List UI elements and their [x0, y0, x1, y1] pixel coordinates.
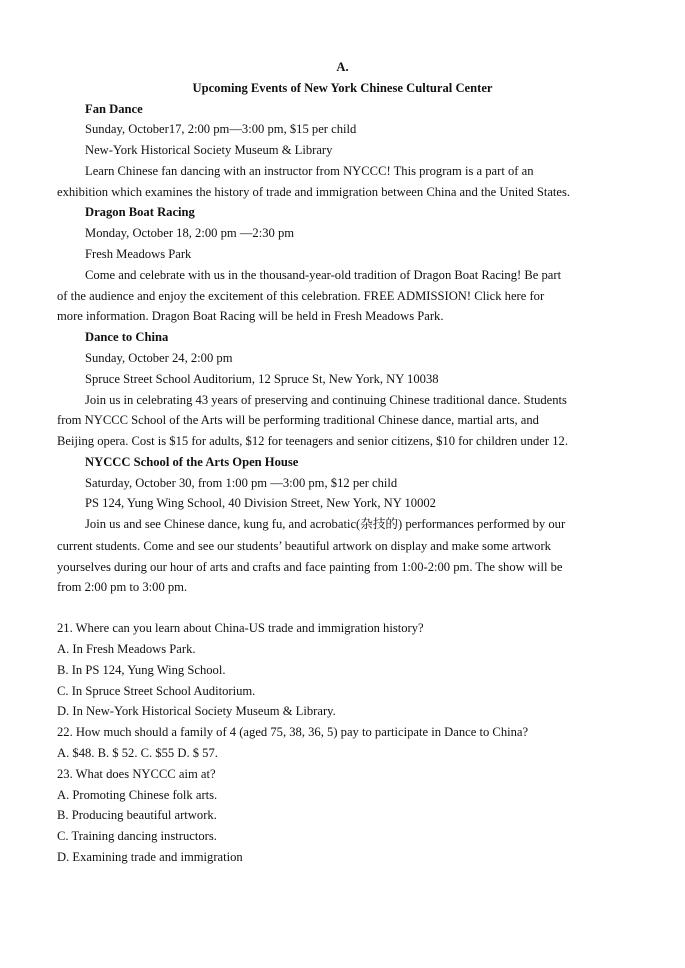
event-description-line: Beijing opera. Cost is $15 for adults, $12 for teenagers and senior citizens, $10 for children under 12.: [57, 434, 568, 448]
event-description-line: from NYCCC School of the Arts will be performing traditional Chinese dance, martial arts, and: [57, 413, 539, 427]
event-date-dragon-boat: Monday, October 18, 2:00 pm —2:30 pm: [85, 226, 295, 240]
question-stem-21: 21. Where can you learn about China-US trade and immigration history?: [57, 621, 424, 635]
answer-option: B. In PS 124, Yung Wing School.: [57, 663, 226, 677]
event-date-open-house: Saturday, October 30, from 1:00 pm —3:00 pm, $12 per child: [85, 476, 398, 490]
event-venue-dragon-boat: Fresh Meadows Park: [85, 247, 192, 261]
section-letter: A.: [336, 60, 349, 74]
event-description-line: Come and celebrate with us in the thousand-year-old tradition of Dragon Boat Racing! Be part: [85, 268, 562, 282]
event-description-line: of the audience and enjoy the excitement of this celebration. FREE ADMISSION! Click here for: [57, 289, 545, 303]
event-venue-dance-to-china: Spruce Street School Auditorium, 12 Spruce St, New York, NY 10038: [85, 372, 439, 386]
event-title-dragon-boat: Dragon Boat Racing: [85, 205, 195, 219]
answer-option: A. In Fresh Meadows Park.: [57, 642, 196, 656]
event-title-open-house: NYCCC School of the Arts Open House: [85, 455, 299, 469]
answer-option: B. Producing beautiful artwork.: [57, 808, 217, 822]
page-title: Upcoming Events of New York Chinese Cultural Center: [192, 81, 493, 95]
answer-option: C. In Spruce Street School Auditorium.: [57, 684, 256, 698]
event-description-line: Learn Chinese fan dancing with an instructor from NYCCC! This program is a part of an: [85, 164, 534, 178]
event-date-dance-to-china: Sunday, October 24, 2:00 pm: [85, 351, 233, 365]
event-date-fan-dance: Sunday, October17, 2:00 pm—3:00 pm, $15 per child: [85, 122, 357, 136]
event-description-line: yourselves during our hour of arts and crafts and face painting from 1:00-2:00 pm. The show will be: [57, 560, 563, 574]
answer-option: D. Examining trade and immigration: [57, 850, 243, 864]
event-description-line: Join us and see Chinese dance, kung fu, and acrobatic(杂技的) performances performed by our: [85, 517, 566, 531]
event-title-dance-to-china: Dance to China: [85, 330, 169, 344]
answer-option: C. Training dancing instructors.: [57, 829, 217, 843]
event-description-line: Join us in celebrating 43 years of preserving and continuing Chinese traditional dance. Students: [85, 393, 567, 407]
event-title-fan-dance: Fan Dance: [85, 102, 143, 116]
question-stem-23: 23. What does NYCCC aim at?: [57, 767, 216, 781]
question-stem-22: 22. How much should a family of 4 (aged 75, 38, 36, 5) pay to participate in Dance to China?: [57, 725, 529, 739]
answer-option: A. Promoting Chinese folk arts.: [57, 788, 218, 802]
event-venue-open-house: PS 124, Yung Wing School, 40 Division Street, New York, NY 10002: [85, 496, 436, 510]
event-description-line: current students. Come and see our students’ beautiful artwork on display and make some artwork: [57, 539, 551, 553]
event-venue-fan-dance: New-York Historical Society Museum & Library: [85, 143, 333, 157]
event-description-line: more information. Dragon Boat Racing will be held in Fresh Meadows Park.: [57, 309, 444, 323]
event-description-line: from 2:00 pm to 3:00 pm.: [57, 580, 188, 594]
answer-options-row: A. $48. B. $ 52. C. $55 D. $ 57.: [57, 746, 218, 760]
event-description-line: exhibition which examines the history of trade and immigration between China and the United States.: [57, 185, 571, 199]
answer-option: D. In New-York Historical Society Museum & Library.: [57, 704, 336, 718]
